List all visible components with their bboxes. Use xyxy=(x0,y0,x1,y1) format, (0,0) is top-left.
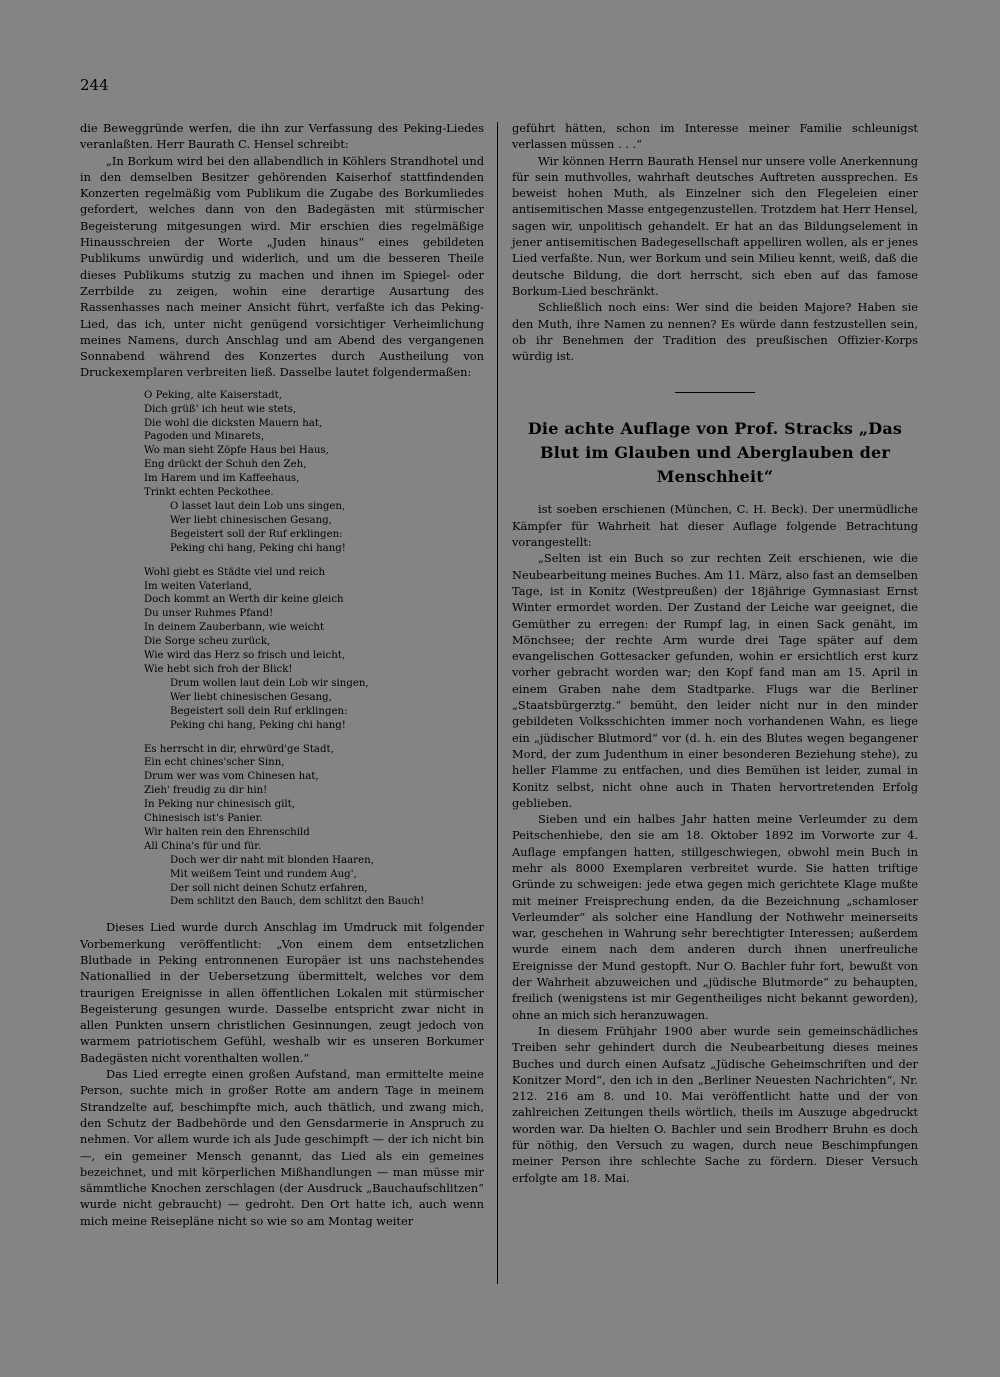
poem-line: Doch wer dir naht mit blonden Haaren, xyxy=(170,854,374,866)
poem-line: Peking chi hang, Peking chi hang! xyxy=(170,542,346,554)
poem-line: Peking chi hang, Peking chi hang! xyxy=(170,719,346,731)
poem-line: Wer liebt chinesischen Gesang, xyxy=(170,514,332,526)
section-separator xyxy=(675,392,755,393)
poem-line: Zieh' freudig zu dir hin! xyxy=(144,785,268,797)
poem-line: All China's für und für. xyxy=(144,840,262,852)
poem-line: O Peking, alte Kaiserstadt, xyxy=(144,389,283,401)
paragraph: die Beweggründe werfen, die ihn zur Verfassung des Peking-Liedes veranlaßten. Herr Baurath C. Hensel schreibt: xyxy=(80,121,484,152)
poem-line: Drum wer was vom Chinesen hat, xyxy=(144,771,319,783)
poem-line: Wir halten rein den Ehrenschild xyxy=(144,826,310,838)
poem-line: Begeistert soll der Ruf erklingen: xyxy=(170,528,343,540)
poem-line: Die wohl die dicksten Mauern hat, xyxy=(144,417,323,429)
paragraph: Schließlich noch eins: Wer sind die beiden Majore? Haben sie den Muth, ihre Namen zu nennen? Es würde dann festzustellen sein, ob ihr Benehmen der Tradition des preußischen Offizier-Korps würdig ist. xyxy=(512,300,918,364)
poem-line: Du unser Ruhmes Pfand! xyxy=(144,608,274,620)
poem-line: O lasset laut dein Lob uns singen, xyxy=(170,501,346,512)
paragraph: In diesem Frühjahr 1900 aber wurde sein gemeinschädliches Treiben sehr gehindert durch die Neubearbeitung dieses meines Buches und durch einen Aufsatz „Jüdische Geheimschriften und der Konitzer Mord“, den ich in den „Berliner Neuesten Nachrichten“, Nr. 212. 216 am 8. und 10. Mai veröffentlicht hatte und der von zahlreichen Zeitungen theils wörtlich, theils im Auszuge abgedruckt worden war. Da hielten O. Bachler und sein Brodherr Bruhn es doch für nöthig, den Versuch zu wagen, durch neue Beschimpfungen meiner Person ihre schlechte Sache zu fördern. Dieser Versuch erfolgte am 18. Mai. xyxy=(512,1023,918,1185)
column-divider xyxy=(497,122,498,1284)
poem-line: Dem schlitzt den Bauch, dem schlitzt den Bauch! xyxy=(170,896,425,908)
poem-line: Chinesisch ist's Panier. xyxy=(144,813,263,825)
poem xyxy=(144,389,484,910)
paragraph: „Selten ist ein Buch so zur rechten Zeit erschienen, wie die Neubearbeitung meines Buches. Am 11. März, also fast an demselben Tage, ist in Konitz (Westpreußen) der 18jährige Gymnasiast Ernst Winter ermordet worden. Der Zustand der Leiche war geeignet, die Gemüther zu erregen: der Rumpf lag, in einen Sack genäht, im Mönchsee; der rechte Arm wurde drei Tage später auf dem evangelischen Gottesacker gefunden, wohin er ersichtlich erst kurz vorher gebracht worden war; den Kopf fand man am 15. April in einem Graben nahe dem Stadtparke. Flugs war die Berliner „Staatsbürgerztg.“ bemüht, den leider nicht nur in den minder gebildeten Volksschichten immer noch vorhandenen Wahn, es liege ein „jüdischer Blutmord“ vor (d. h. ein des Blutes wegen begangener Mord, der zum Judenthum in einer besonderen Beziehung stehe), zu heller Flamme zu entfachen, und dies Bemühen ist leider, zumal in Konitz selbst, nicht ohne auch in Thaten hervortretenden Erfolg geblieben. xyxy=(512,551,918,810)
poem-line: Dich grüß' ich heut wie stets, xyxy=(144,403,297,415)
poem-line: Wie hebt sich froh der Blick! xyxy=(144,663,293,675)
poem-stanza xyxy=(144,743,484,910)
poem-line: Doch kommt an Werth dir keine gleich xyxy=(144,594,344,606)
poem-line: Drum wollen laut dein Lob wir singen, xyxy=(170,677,369,689)
paragraph: Wir können Herrn Baurath Hensel nur unsere volle Anerkennung für sein muthvolles, wahrhaft deutsches Auftreten aussprechen. Es beweist hohen Muth, als Einzelner sich den Flegeleien einer antisemitischen Masse entgegenzustellen. Trotzdem hat Herr Hensel, sagen wir, unpolitisch gehandelt. Er hat an das Bildungselement in jener antisemitischen Badegesellschaft appelliren wollen, als er jenes Lied verfaßte. Nun, wer Borkum und sein Milieu kennt, weiß, daß die deutsche Bildung, die dort herrscht, sich eben auf das famose Borkum-Lied beschränkt. xyxy=(512,153,918,298)
page-number: 244 xyxy=(80,76,109,94)
paragraph: geführt hätten, schon im Interesse meiner Familie schleunigst verlassen müssen . . .“ xyxy=(512,121,918,152)
poem-line: Die Sorge scheu zurück, xyxy=(144,636,271,648)
poem-line: Ein echt chines'scher Sinn, xyxy=(144,757,285,769)
poem-line: Begeistert soll dein Ruf erklingen: xyxy=(170,705,348,717)
paragraph: Dieses Lied wurde durch Anschlag im Umdruck mit folgender Vorbemerkung veröffentlicht: „Von einem dem entsetzlichen Blutbade in Peking entronnenen Europäer ist uns nachstehendes Nationallied in der Uebersetzung übermittelt, welches vor dem traurigen Ereignisse in allen öffentlichen Lokalen mit stürmischer Begeisterung gesungen wurde. Dasselbe entspricht zwar nicht in allen Punkten unsern christlichen Gesinnungen, zeugt jedoch von warmem patriotischem Gefühl, weshalb wir es unseren Borkumer Badegästen nicht vorenthalten wollen.“ xyxy=(80,920,484,1065)
poem-line: Wie wird das Herz so frisch und leicht, xyxy=(144,650,346,662)
paragraph: ist soeben erschienen (München, C. H. Beck). Der unermüdliche Kämpfer für Wahrheit hat dieser Auflage folgende Betrachtung vorangestellt: xyxy=(512,502,918,550)
poem-line: Im Harem und im Kaffeehaus, xyxy=(144,473,300,485)
poem-line: Pagoden und Minarets, xyxy=(144,431,265,443)
poem-line: Es herrscht in dir, ehrwürd'ge Stadt, xyxy=(144,743,334,755)
poem-line: Wo man sieht Zöpfe Haus bei Haus, xyxy=(144,445,329,457)
article-heading: Die achte Auflage von Prof. Stracks „Das Blut im Glauben und Aberglauben der Menschheit“ xyxy=(527,419,903,487)
poem-line: Wohl giebt es Städte viel und reich xyxy=(144,566,326,578)
paragraph: Das Lied erregte einen großen Aufstand, man ermittelte meine Person, suchte mich in großer Rotte am andern Tage in meinem Strandzelte auf, beschimpfte mich, auch thätlich, und zwang mich, den Schutz der Badbehörde und den Gensdarmerie in Anspruch zu nehmen. Vor allem wurde ich als Jude geschimpft — der ich nicht bin —, ein gemeiner Mensch genannt, das Lied als ein gemeines bezeichnet, und mit körperlichen Mißhandlungen — man müsse mir sämmtliche Knochen zerschlagen (der Ausdruck „Bauchaufschlitzen“ wurde nicht gebraucht) — gedroht. Den Ort hatte ich, auch wenn mich meine Reisepläne nicht so wie so am Montag weiter xyxy=(80,1067,484,1228)
poem-stanza xyxy=(144,566,484,733)
paragraph: „In Borkum wird bei den allabendlich in Köhlers Strandhotel und in den demselben Besitzer gehörenden Kaiserhof stattfindenden Konzerten regelmäßig vom Publikum die Zugabe des Borkumliedes gefordert, welches dann von den Badegästen mit stürmischer Begeisterung mitgesungen wird. Mir erschien dies regelmäßige Hinausschreien der Worte „Juden hinaus“ eines gebildeten Publikums unwürdig und widerlich, und um die besseren Theile dieses Publikums stutzig zu machen und ihnen im Spiegel- oder Zerrbilde zu zeigen, wohin eine derartige Ausartung des Rassenhasses nach meiner Ansicht führt, verfaßte ich das Peking-Lied, das ich, unter nicht genügend vorsichtiger Verheimlichung meines Namens, durch Anschlag und am Abend des vergangenen Sonnabend während des Konzertes durch Austheilung von Druckexemplaren verbreiten ließ. Dasselbe lautet folgendermaßen: xyxy=(80,153,484,380)
poem-line: Trinkt echten Peckothee. xyxy=(144,487,274,499)
poem-line: Der soll nicht deinen Schutz erfahren, xyxy=(170,882,368,894)
poem-line: Im weiten Vaterland, xyxy=(144,580,252,592)
poem-line: In deinem Zauberbann, wie weicht xyxy=(144,622,325,634)
poem-line: Wer liebt chinesischen Gesang, xyxy=(170,691,332,703)
poem-line: In Peking nur chinesisch gilt, xyxy=(144,799,295,811)
poem-line: Mit weißem Teint und rundem Aug', xyxy=(170,868,357,880)
left-column xyxy=(80,120,484,1229)
poem-line: Eng drückt der Schuh den Zeh, xyxy=(144,459,307,471)
right-column xyxy=(512,120,918,1186)
poem-stanza xyxy=(144,389,484,556)
paragraph: Sieben und ein halbes Jahr hatten meine Verleumder zu dem Peitschenhiebe, den sie am 18. Oktober 1892 im Vorworte zur 4. Auflage empfangen hatten, stillgeschwiegen, obwohl mein Buch in mehr als 8000 Exemplaren verbreitet wurde. Sie hatten triftige Gründe zu schweigen: jede etwa gegen mich gerichtete Klage mußte mit meiner Freisprechung enden, da die Bezeichnung „schamloser Verleumder“ als solcher eine Handlung der Nothwehr meinerseits war, geschehen in Wahrung sehr berechtigter Interessen; außerdem wurde einem nach dem anderen durch ihnen unerfreuliche Ereignisse der Mund gestopft. Nur O. Bachler fuhr fort, bewußt von der Wahrheit abzuweichen und „jüdische Blutmorde“ zu behaupten, freilich (wenigstens ist mir Gegentheiliges nicht bekannt geworden), ohne an mich sich heranzuwagen. xyxy=(512,812,918,1022)
